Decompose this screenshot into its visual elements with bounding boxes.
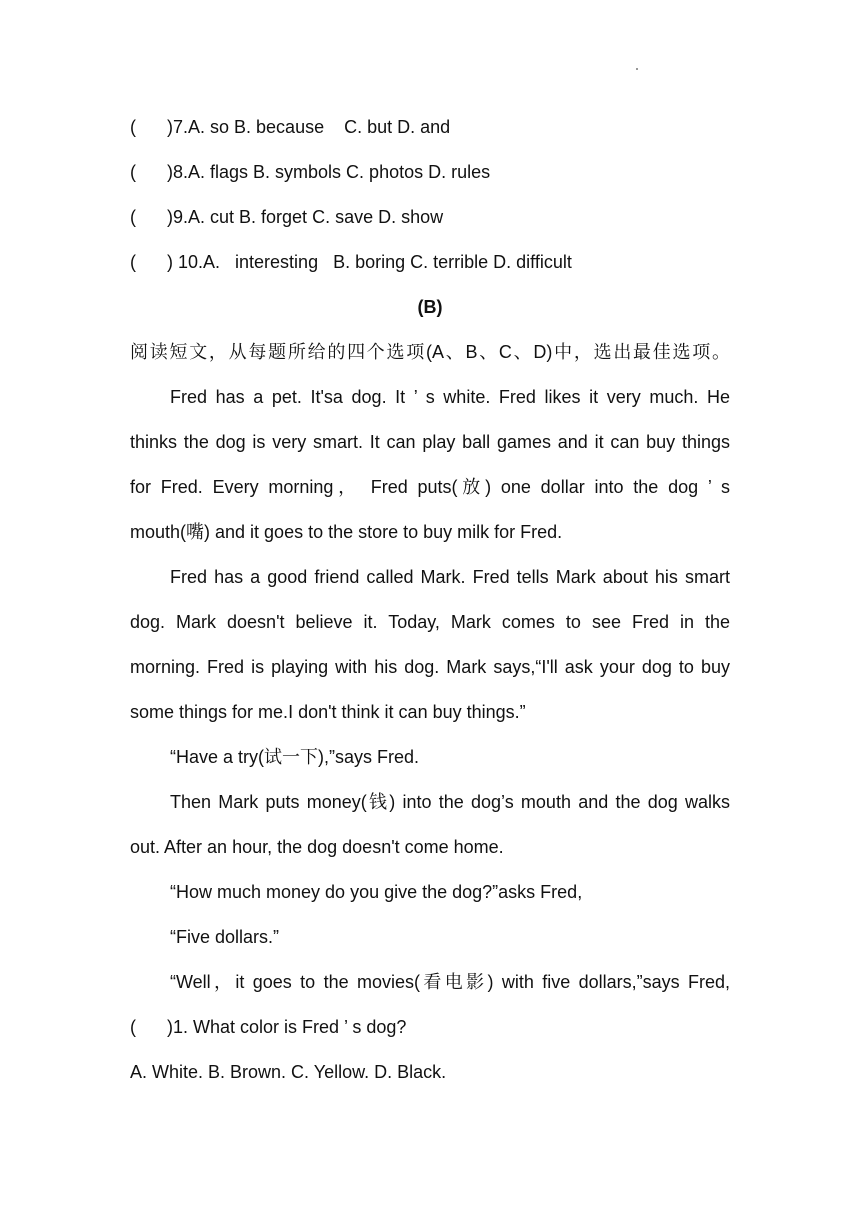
- passage-line: morning. Fred is playing with his dog. Mark says,“I'll ask your dog to buy: [130, 657, 730, 677]
- question-7: [130, 105, 730, 150]
- passage-line: dog. Mark doesn't believe it. Today, Mark comes to see Fred in the: [130, 612, 730, 632]
- question-text: )9.A. cut B. forget C. save D. show: [167, 207, 444, 227]
- passage-line: Fred has a good friend called Mark. Fred tells Mark about his smart: [170, 567, 730, 587]
- passage-line: “How much money do you give the dog?”asks Fred,: [170, 882, 583, 902]
- passage-line: “Well，it goes to the movies(看电影) with five dollars,”says Fred,: [170, 972, 730, 992]
- answer-blank: (: [130, 252, 136, 272]
- question-text: )8.A. flags B. symbols C. photos D. rules: [167, 162, 491, 182]
- passage-line: “Five dollars.”: [170, 927, 280, 947]
- passage-line: thinks the dog is very smart. It can play ball games and it can buy things: [130, 432, 730, 452]
- answer-blank: (: [130, 162, 136, 182]
- question-text: )7.A. so B. because C. but D. and: [167, 117, 451, 137]
- question-8: [130, 150, 730, 195]
- page-speck: [636, 68, 638, 70]
- question-9: [130, 195, 730, 240]
- passage-line: mouth(嘴) and it goes to the store to buy milk for Fred.: [130, 522, 563, 542]
- question-1: [130, 1005, 730, 1050]
- passage-line: Then Mark puts money(钱) into the dog’s mouth and the dog walks: [170, 792, 730, 812]
- passage-line: for Fred. Every morning， Fred puts(放) one dollar into the dog ’ s: [130, 477, 730, 497]
- question-text: ) 10.A. interesting B. boring C. terrible D. difficult: [167, 252, 572, 272]
- section-title: (B): [417, 297, 443, 317]
- passage-line: some things for me.I don't think it can buy things.”: [130, 702, 526, 722]
- question-text: )1. What color is Fred ’ s dog?: [167, 1017, 407, 1037]
- answer-blank: (: [130, 207, 136, 227]
- question-10: [130, 240, 730, 285]
- answer-blank: (: [130, 117, 136, 137]
- answer-blank: (: [130, 1017, 136, 1037]
- instruction: 阅读短文，从每题所给的四个选项(A、B、C、D)中，选出最佳选项。: [130, 342, 730, 362]
- passage-line: Fred has a pet. It'sa dog. It ’ s white. Fred likes it very much. He: [170, 387, 730, 407]
- passage-line: “Have a try(试一下),”says Fred.: [170, 747, 420, 767]
- passage-line: out. After an hour, the dog doesn't come home.: [130, 837, 504, 857]
- question-1-options: A. White. B. Brown. C. Yellow. D. Black.: [130, 1062, 447, 1082]
